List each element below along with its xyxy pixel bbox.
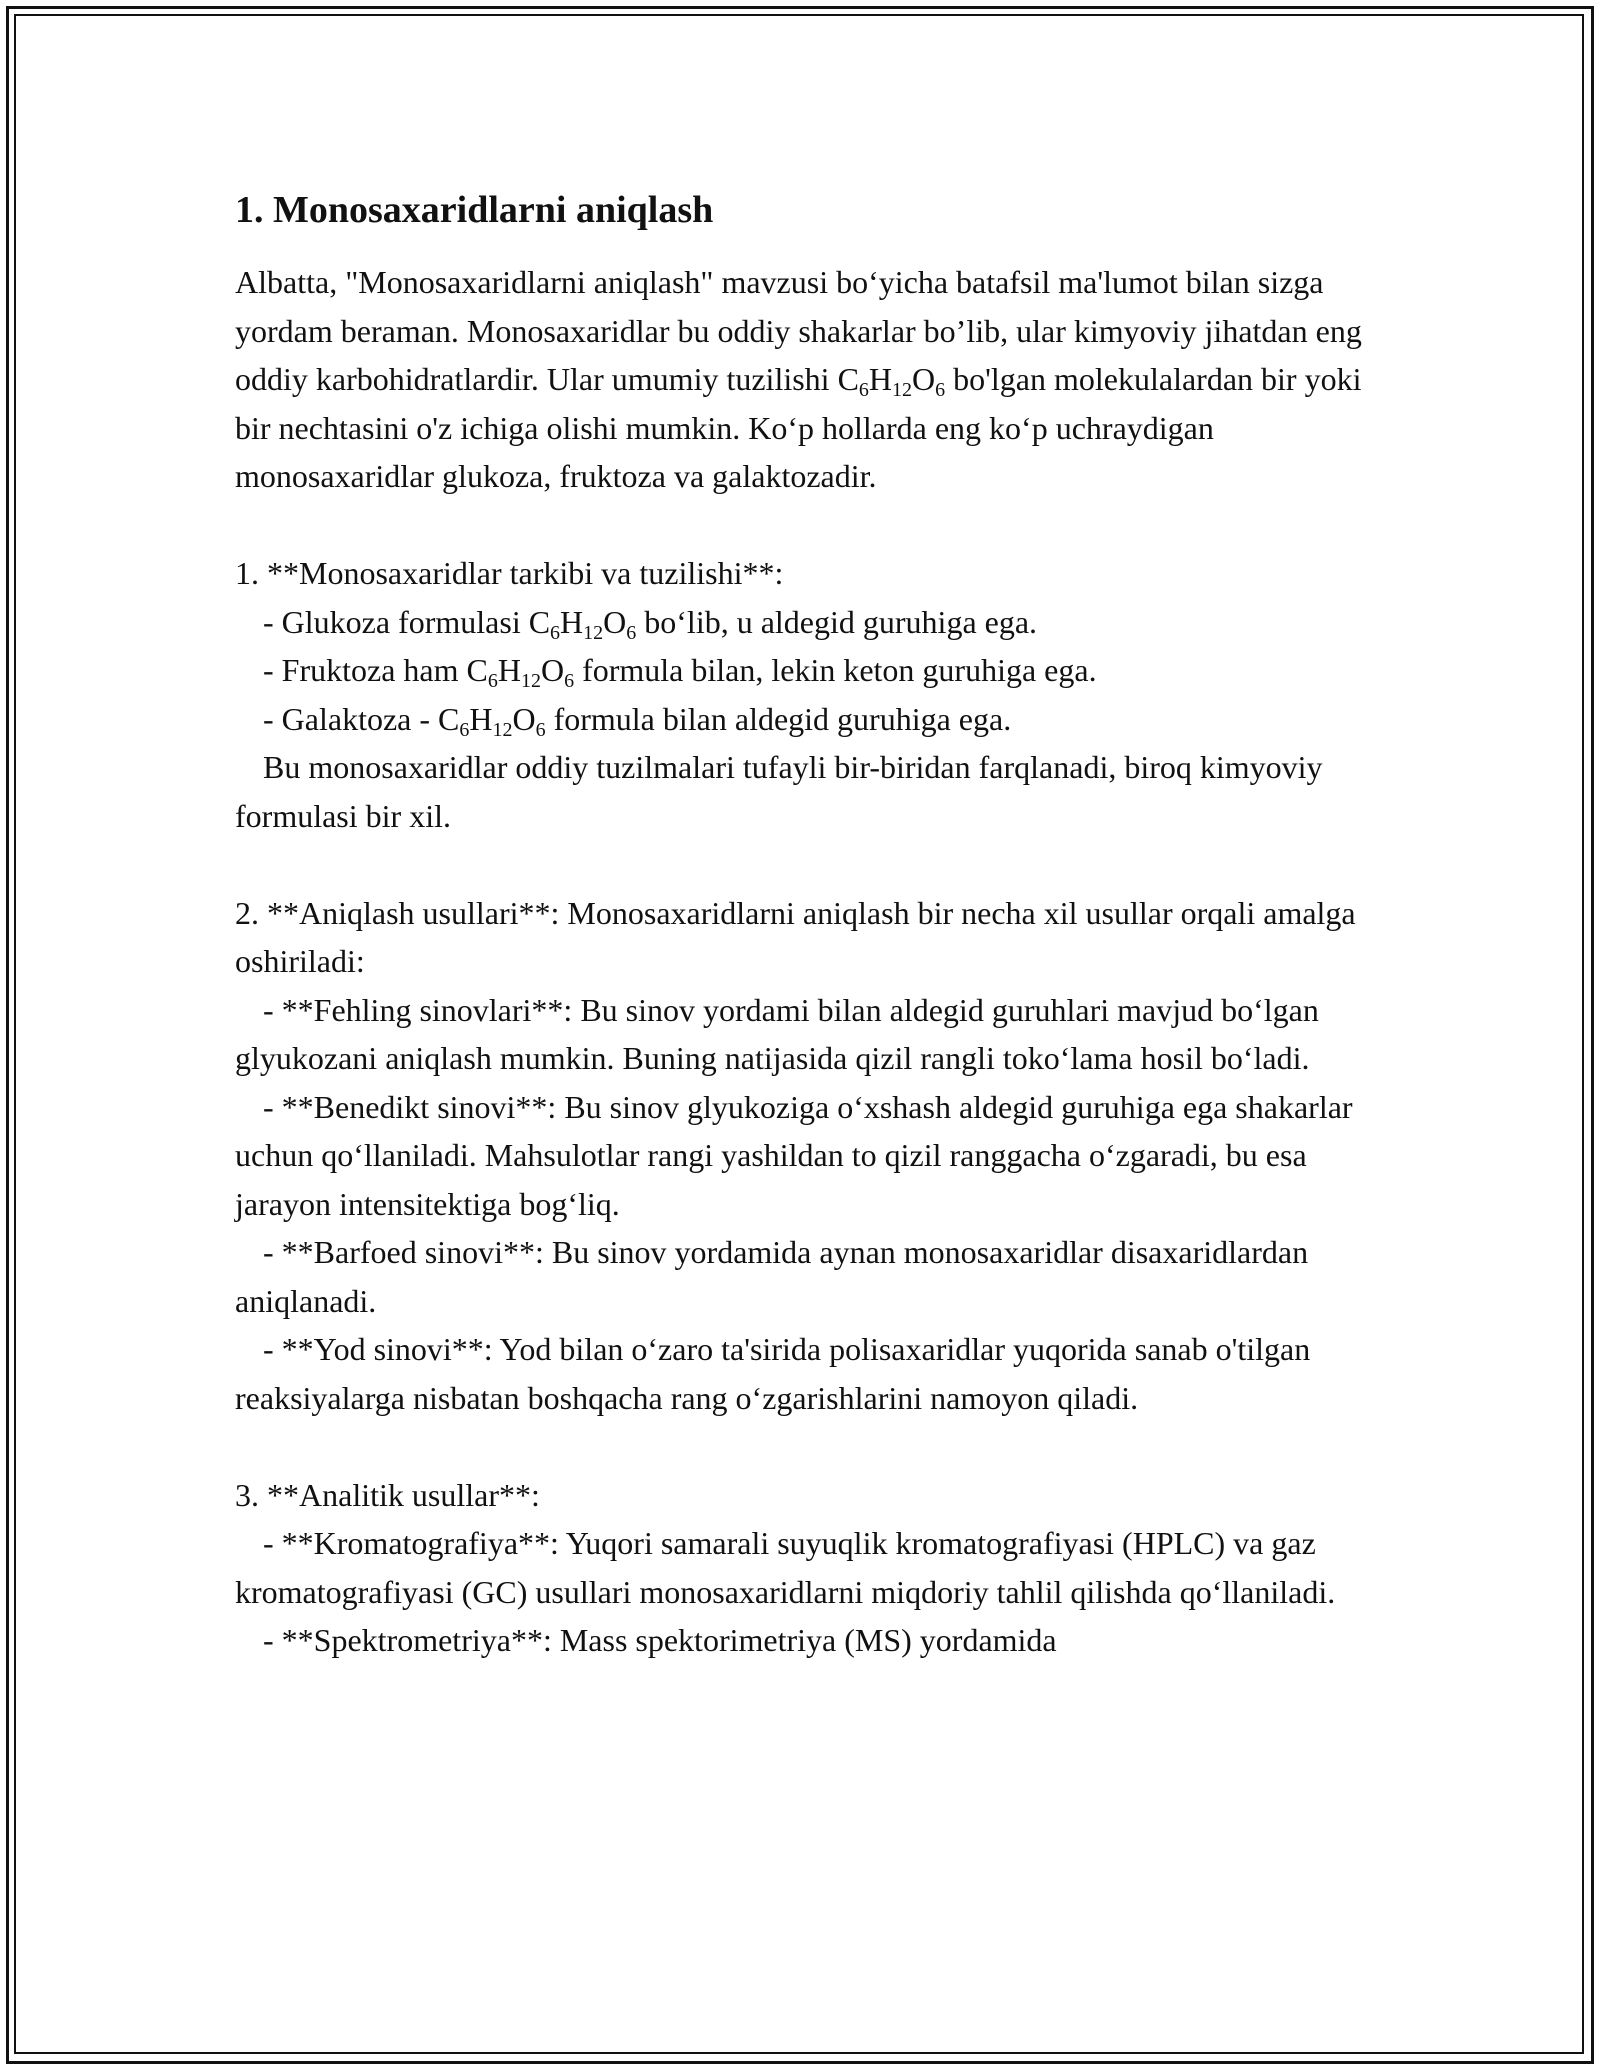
intro-paragraph bbox=[235, 258, 1365, 501]
intro-text-start: Albatta, "Monosaxaridlarni aniqlash" mavzusi bo‘yicha batafsil ma'lumot bilan sizga yordam beraman. Monosaxaridlar bu oddiy shakarlar bo’lib, ular kimyoviy jihatdan eng oddiy karbohidratlardir. Ular umumiy tuzilishi bbox=[235, 264, 1362, 398]
formula: $C_6H_{12}O_6$ bbox=[837, 361, 946, 402]
section-1-summary: Bu monosaxaridlar oddiy tuzilmalari tufayli bir-biridan farqlanadi, biroq kimyoviy formulasi bir xil. bbox=[235, 749, 1323, 834]
formula: $C_6H_{12}O_6$ bbox=[466, 652, 575, 693]
yod-item: - **Yod sinovi**: Yod bilan o‘zaro ta'sirida polisaxaridlar yuqorida sanab o'tilgan reaksiyalarga nisbatan boshqacha rang o‘zgarishlarini namoyon qiladi. bbox=[235, 1331, 1311, 1416]
section-3-heading: 3. **Analitik usullar**: bbox=[235, 1476, 540, 1513]
document-body bbox=[235, 185, 1365, 1665]
kromatografiya-item: - **Kromatografiya**: Yuqori samarali suyuqlik kromatografiyasi (HPLC) va gaz kromatografiyasi (GC) usullari monosaxaridlarni miqdoriy tahlil qilishda qo‘llaniladi. bbox=[235, 1525, 1336, 1610]
fehling-item: - **Fehling sinovlari**: Bu sinov yordami bilan aldegid guruhlari mavjud bo‘lgan glyukozani aniqlash mumkin. Buning natijasida qizil rangli toko‘lama hosil bo‘ladi. bbox=[235, 991, 1319, 1077]
intro-text-end: bo'lgan molekulalardan bir yoki bir nechtasini o'z ichiga olishi mumkin. Ko‘p hollarda eng ko‘p uchraydigan monosaxaridlar glukoza, fruktoza va galaktozadir. bbox=[235, 361, 1362, 495]
spektrometriya-item: - **Spektrometriya**: Mass spektorimetriya (MS) yordamida bbox=[263, 1622, 1057, 1659]
benedikt-item: - **Benedikt sinovi**: Bu sinov glyukoziga o‘xshash aldegid guruhiga ega shakarlar uchun qo‘llaniladi. Mahsulotlar rangi yashildan to qizil ranggacha o‘zgaradi, bu esa jarayon intensitektiga bog‘liq. bbox=[235, 1088, 1353, 1222]
formula: $C_6H_{12}O_6$ bbox=[528, 603, 637, 644]
barfoed-item: - **Barfoed sinovi**: Bu sinov yordamida aynan monosaxaridlar disaxaridlardan aniqlanadi. bbox=[235, 1234, 1309, 1319]
fruktoza-item: - Fruktoza ham $C_6H_{12}O_6$ formula bilan, lekin keton guruhiga ega. bbox=[263, 652, 1097, 693]
glukoza-item: - Glukoza formulasi $C_6H_{12}O_6$ bo‘lib, u aldegid guruhiga ega. bbox=[263, 603, 1038, 644]
section-2-heading: 2. **Aniqlash usullari**: Monosaxaridlarni aniqlash bir necha xil usullar orqali amalga oshiriladi: bbox=[235, 894, 1356, 980]
formula: $C_6H_{12}O_6$ bbox=[438, 700, 546, 741]
section-1-heading: 1. **Monosaxaridlar tarkibi va tuzilishi**: bbox=[235, 555, 784, 592]
page-title: 1. Monosaxaridlarni aniqlash bbox=[235, 189, 714, 231]
galaktoza-item: - Galaktoza - $C_6H_{12}O_6$ formula bilan aldegid guruhiga ega. bbox=[263, 700, 1012, 741]
